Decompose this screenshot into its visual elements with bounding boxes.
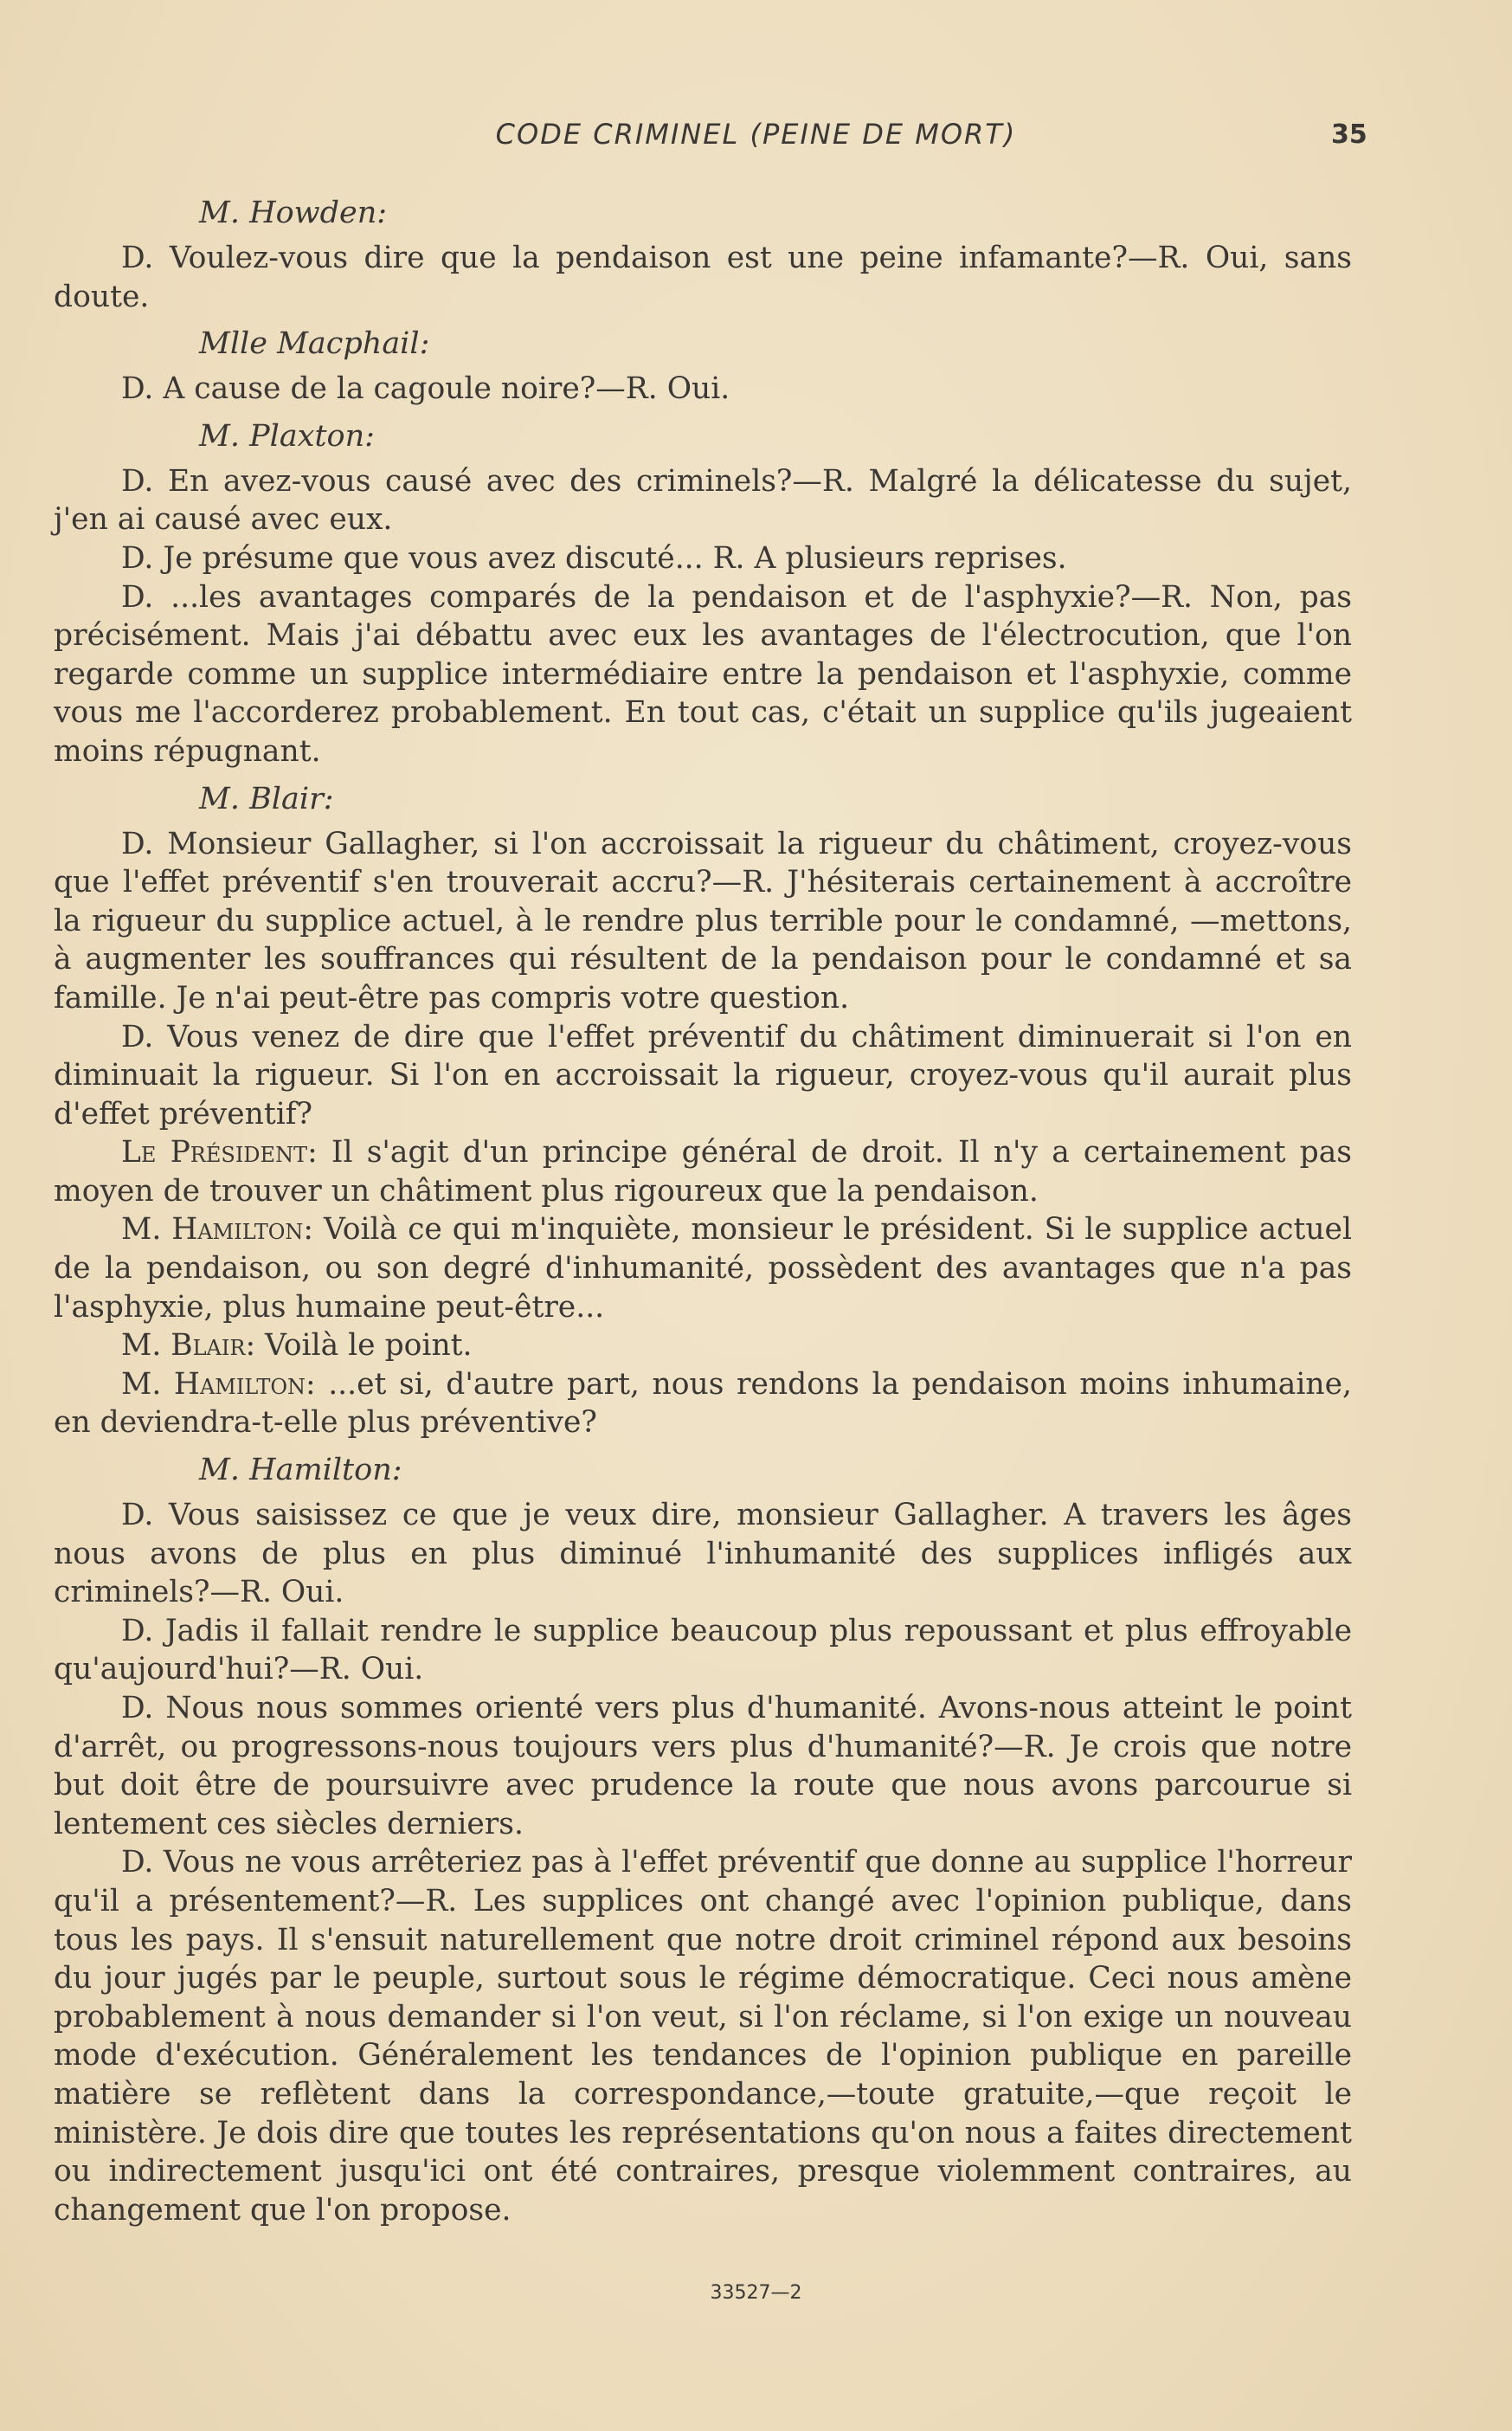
paragraph: D. Monsieur Gallagher, si l'on accroissait la rigueur du châtiment, croyez-vous que l'effet préventif s'en trouverait accru?—R. J'hésiterais certainement à accroître la rigueur du supplice actuel, à le rendre plus terrible pour le condamné, —mettons, à augmenter les souffrances qui résultent de la pendaison pour le condamné et sa famille. Je n'ai peut-être pas compris votre question. bbox=[54, 826, 1352, 1016]
speaker-name: Le Président bbox=[121, 1135, 308, 1170]
paragraph: D. Vous saisissez ce que je veux dire, monsieur Gallagher. A travers les âges nous avons de plus en plus diminué l'inhumanité des supplices infligés aux criminels?—R. Oui. bbox=[54, 1498, 1352, 1610]
running-title: CODE CRIMINEL (PEINE DE MORT) bbox=[495, 118, 1017, 151]
paragraph: D. ...les avantages comparés de la pendaison et de l'asphyxie?—R. Non, pas précisément. Mais j'ai débattu avec eux les avantages de l'électrocution, que l'on regarde comme un supplice intermédiaire entre la pendaison et l'asphyxie, comme vous me l'accorderez probablement. En tout cas, c'était un supplice qu'ils jugeaient moins répugnant. bbox=[54, 579, 1352, 769]
speaker-heading: M. Plaxton: bbox=[199, 418, 375, 454]
speaker-name: M. Hamilton bbox=[121, 1212, 304, 1248]
statement-text: : Voilà le point. bbox=[245, 1328, 473, 1364]
paragraph: D. Vous ne vous arrêteriez pas à l'effet préventif que donne au supplice l'horreur qu'il a présentement?—R. Les supplices ont changé avec l'opinion publique, dans tous les pays. Il s'ensuit naturellement que notre droit criminel répond aux besoins du jour jugés par le peuple, surtout sous le régime démocratique. Ceci nous amène probablement à nous demander si l'on veut, si l'on réclame, si l'on exige un nouveau mode d'exécution. Généralement les tendances de l'opinion publique en pareille matière se reflètent dans la correspondance,—toute gratuite,—que reçoit le ministère. Je dois dire que toutes les représentations qu'on nous a faites directement ou indirectement jusqu'ici ont été contraires, presque violemment contraires, au changement que l'on propose. bbox=[54, 1845, 1352, 2228]
print-code: 33527—2 bbox=[710, 2282, 802, 2304]
paragraph bbox=[54, 1326, 1352, 1365]
paragraph bbox=[54, 1365, 1352, 1442]
statement-text: : Voilà ce qui m'inquiète, monsieur le président. Si le supplice actuel de la pendaison, ou son degré d'inhumanité, possèdent des avantages que n'a pas l'asphyxie, plus humaine peut-être... bbox=[54, 1212, 1352, 1325]
page-number: 35 bbox=[1331, 119, 1367, 150]
speaker-heading: M. Blair: bbox=[199, 781, 334, 816]
speaker-heading: M. Hamilton: bbox=[199, 1453, 402, 1488]
speaker-name: M. Blair bbox=[121, 1328, 246, 1364]
paragraph: D. Voulez-vous dire que la pendaison est une peine infamante?—R. Oui, sans doute. bbox=[54, 241, 1352, 314]
statement-text: : Il s'agit d'un principe général de droit. Il n'y a certainement pas moyen de trouver un châtiment plus rigoureux que la pendaison. bbox=[54, 1135, 1352, 1209]
paragraph: D. Nous nous sommes orienté vers plus d'humanité. Avons-nous atteint le point d'arrêt, ou progressons-nous toujours vers plus d'humanité?—R. Je crois que notre but doit être de poursuivre avec prudence la route que nous avons parcourue si lentement ces siècles derniers. bbox=[54, 1691, 1352, 1841]
speaker-name: M. Hamilton bbox=[121, 1366, 306, 1402]
speaker-heading: Mlle Macphail: bbox=[199, 326, 430, 362]
page-header bbox=[0, 118, 1512, 161]
statement-text: : ...et si, d'autre part, nous rendons la pendaison moins inhumaine, en deviendra-t-elle plus préventive? bbox=[54, 1366, 1352, 1441]
paragraph: D. Jadis il fallait rendre le supplice beaucoup plus repoussant et plus effroyable qu'aujourd'hui?—R. Oui. bbox=[54, 1613, 1352, 1687]
page-body bbox=[54, 185, 1352, 2229]
paragraph: D. A cause de la cagoule noire?—R. Oui. bbox=[121, 371, 730, 407]
paragraph: D. Vous venez de dire que l'effet préventif du châtiment diminuerait si l'on en diminuait la rigueur. Si l'on en accroissait la rigueur, croyez-vous qu'il aurait plus d'effet préventif? bbox=[54, 1019, 1352, 1132]
paragraph bbox=[54, 1210, 1352, 1326]
speaker-heading: M. Howden: bbox=[199, 196, 388, 230]
paragraph: D. Je présume que vous avez discuté... R. A plusieurs reprises. bbox=[121, 540, 1067, 576]
paragraph bbox=[54, 1133, 1352, 1210]
paragraph: D. En avez-vous causé avec des criminels?—R. Malgré la délicatesse du sujet, j'en ai causé avec eux. bbox=[54, 463, 1352, 538]
